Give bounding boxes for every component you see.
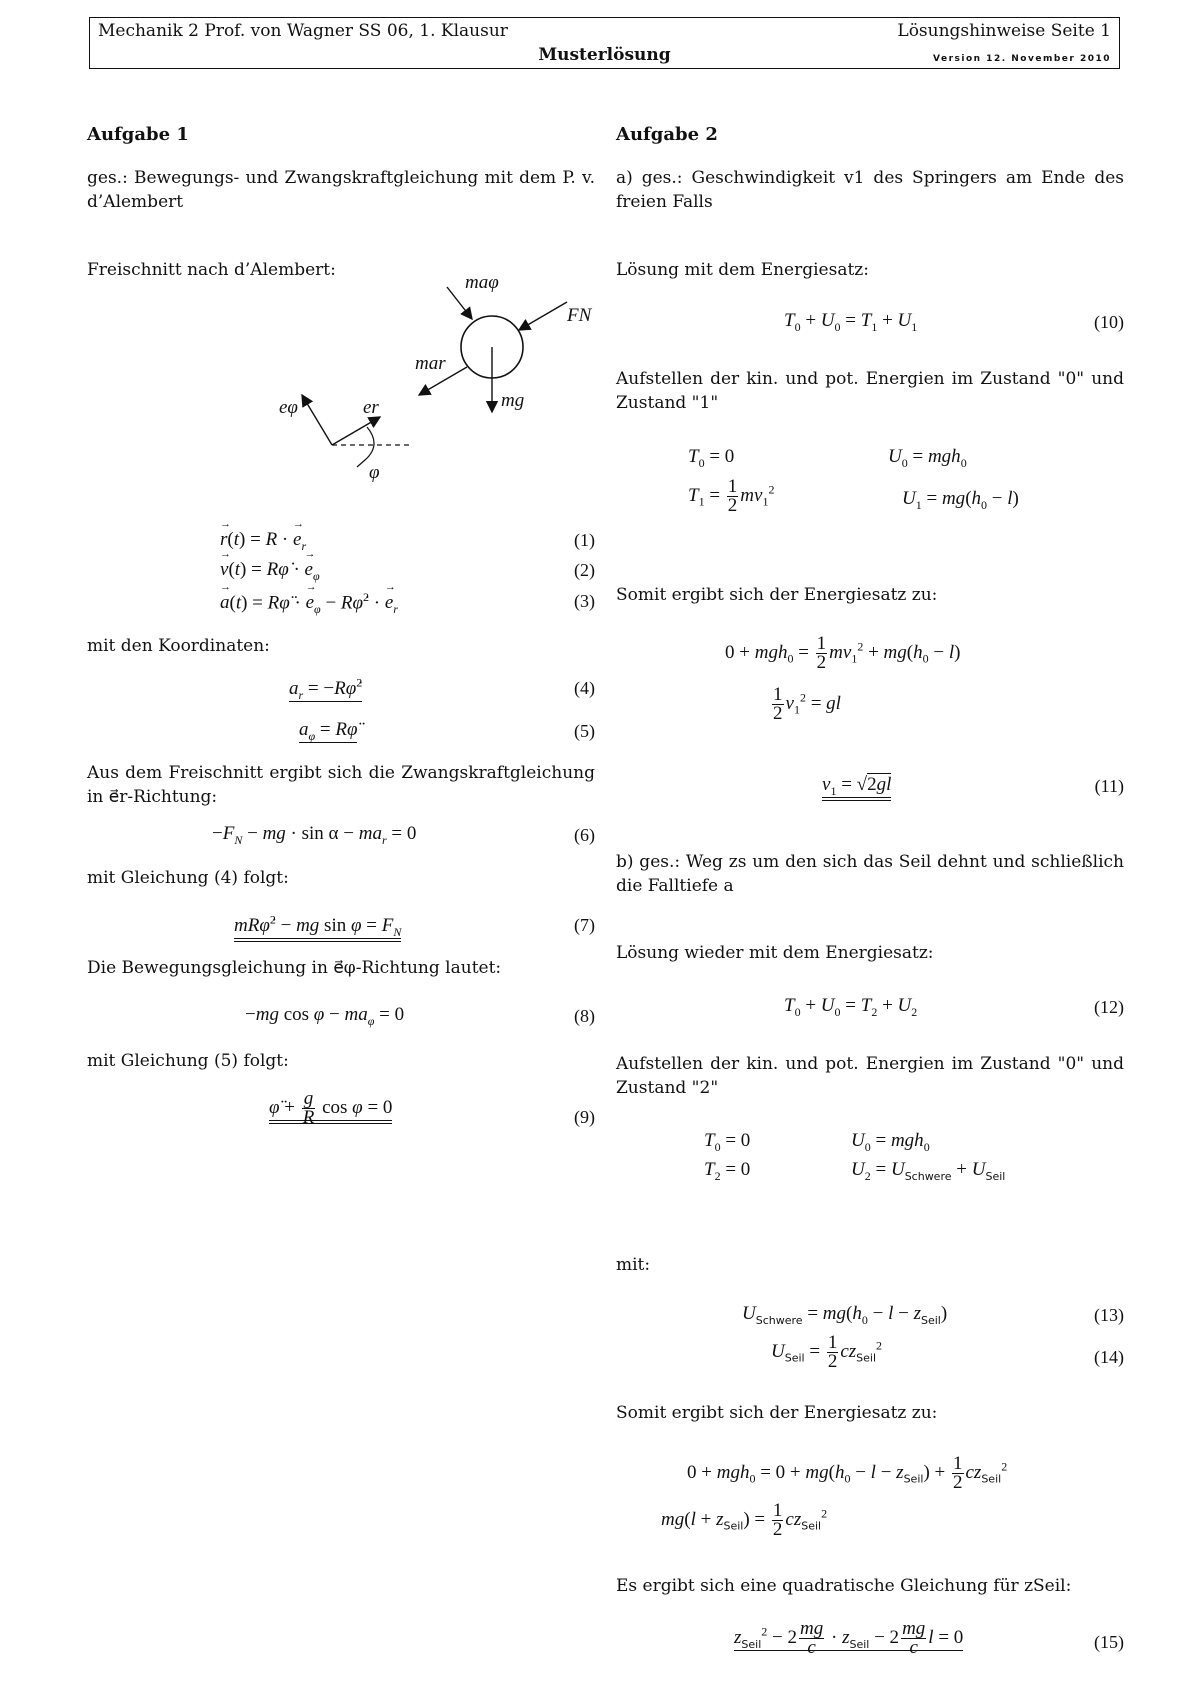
freecut-label: Freischnitt nach d’Alembert: bbox=[87, 260, 336, 280]
task1-title: Aufgabe 1 bbox=[87, 124, 189, 145]
task2-part-a: a) ges.: Geschwindigkeit v1 des Springers am Ende des freien Falls bbox=[616, 168, 1124, 212]
header-course: Mechanik 2 Prof. von Wagner SS 06, 1. Klausur bbox=[98, 21, 508, 41]
eq-number-15: (15) bbox=[1094, 1632, 1124, 1652]
unit-vector-e-phi bbox=[302, 395, 332, 445]
equation-15: $z_{Seil}^2 - 2$ $\frac{mg}{c}$ · $z_{Seil} - 2$ $\frac{mg}{c}$ l = 0 bbox=[734, 1618, 964, 1658]
equation-3: → a(t) = Rφ̈ · → $e_\varphi$ − Rφ̇$^2$ · → $e_r$ bbox=[220, 590, 398, 617]
energy-result-text: Somit ergibt sich der Energiesatz zu: bbox=[616, 585, 938, 605]
eq-number-5: (5) bbox=[574, 721, 595, 741]
eq-number-10: (10) bbox=[1094, 312, 1124, 332]
header-version: Version 12. November 2010 bbox=[933, 54, 1111, 64]
T1-state1: $T_1$ = $\frac{1}{2}$ $mv_1^2$ bbox=[688, 476, 775, 516]
equation-5: $a_\varphi$ = Rφ̈ bbox=[299, 719, 358, 743]
U1-state1: $U_1 = mg(h_0 - l)$ bbox=[902, 488, 1019, 512]
sub-seil-8: Seil bbox=[801, 1519, 822, 1533]
energy-balance-3: $0 + mgh_0 = 0 + mg(h_0 - l - z_{Seil})$ + $\frac{1}{2}$ $cz_{Seil}^2$ bbox=[687, 1453, 1008, 1493]
energy-balance-1: 0 + mgh$_0$ = $\frac{1}{2}$ $mv_1^2 + mg(h_0 - l)$ bbox=[725, 633, 961, 673]
with-eq4-text: mit Gleichung (4) folgt: bbox=[87, 868, 289, 888]
header-title: Musterlösung bbox=[538, 45, 671, 65]
states-01-text: Aufstellen der kin. und pot. Energien im Zustand "0" und Zustand "1" bbox=[616, 369, 1124, 413]
task2-part-b: b) ges.: Weg zs um den sich das Seil dehnt und schließlich die Falltiefe a bbox=[616, 852, 1124, 896]
sub-seil-7: Seil bbox=[723, 1519, 744, 1533]
equation-7: mRφ̇$^2$ − mg $\sin \varphi = F_N$ bbox=[234, 913, 401, 940]
equation-13: $U_{Schwere} = mg(h_0 - l - z_{Seil})$ bbox=[742, 1303, 948, 1327]
equation-4: $a_r$ = −Rφ̇$^2$ bbox=[289, 676, 363, 703]
eq-number-2: (2) bbox=[574, 560, 595, 580]
U2-state2: $U_2 = U_{Schwere} + U_{Seil}$ bbox=[851, 1159, 1006, 1183]
eq-number-13: (13) bbox=[1094, 1305, 1124, 1325]
page-header bbox=[89, 17, 1120, 69]
sub-seil-9: Seil bbox=[741, 1637, 762, 1651]
with-eq5-text: mit Gleichung (5) folgt: bbox=[87, 1051, 289, 1071]
equation-12: $T_0 + U_0 = T_2 + U_2$ bbox=[784, 995, 918, 1019]
eq-number-8: (8) bbox=[574, 1006, 595, 1026]
coordinates-label: mit den Koordinaten: bbox=[87, 636, 270, 656]
label-ma-phi: maφ bbox=[465, 272, 499, 293]
task1-intro: ges.: Bewegungs- und Zwangskraftgleichung mit dem P. v. d’Alembert bbox=[87, 168, 595, 212]
eq-number-9: (9) bbox=[574, 1107, 595, 1127]
eq-number-11: (11) bbox=[1094, 776, 1124, 796]
quadratic-text: Es ergibt sich eine quadratische Gleichung für zSeil: bbox=[616, 1576, 1072, 1596]
sub-seil-2: Seil bbox=[920, 1313, 941, 1327]
header-page: Lösungshinweise Seite 1 bbox=[897, 21, 1111, 41]
label-phi: φ bbox=[369, 462, 380, 483]
mit-label: mit: bbox=[616, 1255, 651, 1275]
solution-again-text: Lösung wieder mit dem Energiesatz: bbox=[616, 943, 934, 963]
eq-number-14: (14) bbox=[1094, 1347, 1124, 1367]
T2-state2: $T_2 = 0$ bbox=[704, 1159, 751, 1183]
T0-state0: $T_0 = 0$ bbox=[688, 446, 735, 470]
equation-9: φ̈ + $\frac{g}{R}$ cos φ = 0 bbox=[269, 1088, 393, 1128]
sub-seil-6: Seil bbox=[981, 1472, 1002, 1486]
U0-state0b: $U_0 = mgh_0$ bbox=[851, 1130, 930, 1154]
motion-equation-text: Die Bewegungsgleichung in e⃗φ-Richtung lautet: bbox=[87, 958, 502, 978]
energy-balance-2: $\frac{1}{2}$ $v_1^2$ = gl bbox=[773, 684, 841, 724]
unit-vector-e-r bbox=[332, 417, 380, 445]
equation-6: $-F_N$ − mg · $\sin \alpha - ma_r = 0$ bbox=[212, 823, 417, 847]
equation-10: $T_0 + U_0 = T_1 + U_1$ bbox=[784, 310, 918, 334]
eq-number-4: (4) bbox=[574, 678, 595, 698]
label-e-phi: eφ bbox=[279, 397, 298, 418]
task2-title: Aufgabe 2 bbox=[616, 124, 718, 145]
sub-seil-1: Seil bbox=[985, 1169, 1006, 1183]
label-ma-r: mar bbox=[415, 353, 446, 374]
sub-seil-10: Seil bbox=[849, 1637, 870, 1651]
equation-2: → v(t) = Rφ̇ · → $e_\varphi$ bbox=[220, 559, 320, 584]
eq-number-12: (12) bbox=[1094, 997, 1124, 1017]
energy-balance-4: $mg(l + z_{Seil})$ = $\frac{1}{2}$ $cz_{Seil}^2$ bbox=[661, 1500, 828, 1540]
label-FN: FN bbox=[567, 305, 592, 326]
equation-11: $v_1 = √2gl$ bbox=[822, 774, 891, 799]
angle-arc bbox=[357, 427, 374, 467]
force-FN bbox=[519, 302, 567, 330]
freebody-diagram bbox=[177, 262, 597, 492]
T0-state0b: $T_0 = 0$ bbox=[704, 1130, 751, 1154]
sub-seil-5: Seil bbox=[903, 1472, 924, 1486]
equation-14: $U_{Seil}$ = $\frac{1}{2}$ $cz_{Seil}^2$ bbox=[771, 1332, 883, 1372]
sub-seil-4: Seil bbox=[856, 1351, 877, 1365]
sub-schwere-1: Schwere bbox=[904, 1169, 952, 1183]
label-mg: mg bbox=[501, 390, 525, 411]
states-02-text: Aufstellen der kin. und pot. Energien im Zustand "0" und Zustand "2" bbox=[616, 1054, 1124, 1098]
label-e-r: er bbox=[363, 397, 379, 418]
freecut-text: Aus dem Freischnitt ergibt sich die Zwangskraftgleichung in e⃗r-Richtung: bbox=[87, 763, 595, 807]
eq-number-6: (6) bbox=[574, 825, 595, 845]
equation-8: −mg $\cos \varphi - ma_\varphi = 0$ bbox=[245, 1004, 405, 1028]
eq-number-1: (1) bbox=[574, 530, 595, 550]
solution-energy-text: Lösung mit dem Energiesatz: bbox=[616, 260, 869, 280]
energy-result2-text: Somit ergibt sich der Energiesatz zu: bbox=[616, 1403, 938, 1423]
sub-seil-3: Seil bbox=[784, 1351, 805, 1365]
eq-number-3: (3) bbox=[574, 591, 595, 611]
U0-state0: $U_0 = mgh_0$ bbox=[888, 446, 967, 470]
sub-schwere-2: Schwere bbox=[755, 1313, 803, 1327]
equation-1: → r(t) = R · → $e_r$ bbox=[220, 529, 306, 554]
eq-number-7: (7) bbox=[574, 915, 595, 935]
